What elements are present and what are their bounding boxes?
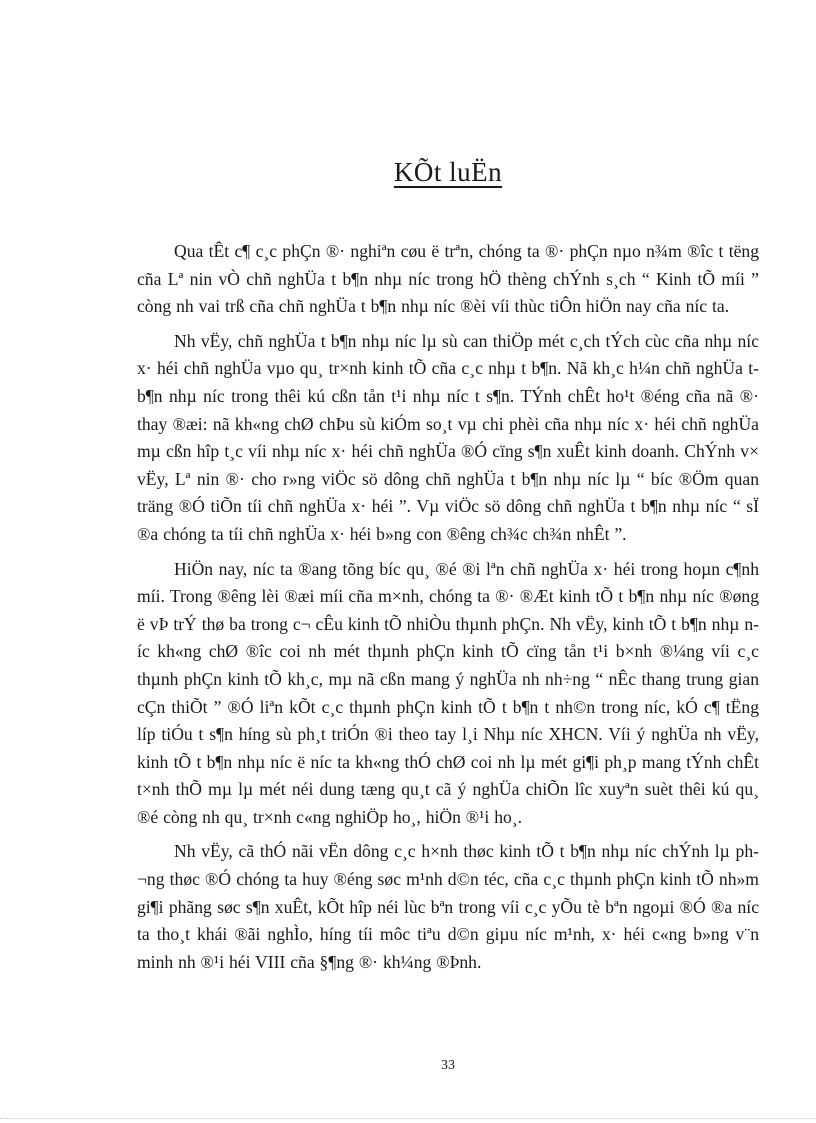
paragraph-1: Qua tÊt c¶ c¸c phÇn ®· nghiªn cøu ë trªn, chóng ta ®· phÇn nµo n¾m ®îc t tëng cña Lª nin vÒ chñ nghÜa t b¶n nhµ níc trong hÖ thèng chÝnh s¸ch “ Kinh tÕ míi ” còng nh vai trß cña chñ nghÜa t b¶n nhµ níc ®èi víi thùc tiÔn hiÖn nay cña níc ta.: [137, 241, 759, 317]
page-title: KÕt luËn: [393, 157, 503, 187]
body-text: [137, 238, 759, 983]
page-number: 33: [441, 1058, 455, 1073]
paragraph-4: Nh vËy, cã thÓ nãi vËn dông c¸c h×nh thøc kinh tÕ t b¶n nhµ níc chÝnh lµ ph¬ng thøc ®Ó chóng ta huy ®éng søc m¹nh d©n téc, cña c¸c thµnh phÇn kinh tÕ nh»m gi¶i phãng søc s¶n xuÊt, kÕt hîp néi lùc bªn trong víi c¸c yÕu tè bªn ngoµi ®Ó ®a níc ta tho¸t khái ®ãi nghÌo, híng tíi môc tiªu d©n giµu níc m¹nh, x· héi c«ng b»ng v¨n minh nh ®¹i héi VIII cña §¶ng ®· kh¼ng ®Þnh.: [137, 841, 759, 972]
page-bottom-divider: [0, 1118, 816, 1119]
paragraph-3: HiÖn nay, níc ta ®ang tõng bíc qu¸ ®é ®i lªn chñ nghÜa x· héi trong hoµn c¶nh míi. Trong ®êng lèi ®æi míi cña m×nh, chóng ta ®· ®Æt kinh tÕ t b¶n nhµ níc ®øng ë vÞ trÝ thø ba trong c¬ cÊu kinh tÕ nhiÒu thµnh phÇn. Nh vËy, kinh tÕ t b¶n nhµ níc kh«ng chØ ®îc coi nh mét thµnh phÇn kinh tÕ cïng tån t¹i b×nh ®¼ng víi c¸c thµnh phÇn kinh tÕ kh¸c, mµ nã cßn mang ý nghÜa nh nh÷ng “ nÊc thang trung gian cÇn thiÕt ” ®Ó liªn kÕt c¸c thµnh phÇn kinh tÕ t b¶n t nh©n trong níc, kÓ c¶ tËng líp tiÓu t s¶n híng sù ph¸t triÓn ®i theo tay l¸i Nhµ níc XHCN. Víi ý nghÜa nh vËy, kinh tÕ t b¶n nhµ níc ë níc ta kh«ng thÓ chØ coi nh lµ mét gi¶i ph¸p mang tÝnh chÊt t×nh thÕ mµ lµ mét néi dung tæng qu¸t cã ý nghÜa chiÕn lîc xuyªn suèt thêi kú qu¸ ®é còng nh qu¸ tr×nh c«ng nghiÖp ho¸, hiÖn ®¹i ho¸.: [137, 558, 759, 827]
paragraph-2: Nh vËy, chñ nghÜa t b¶n nhµ níc lµ sù can thiÖp mét c¸ch tÝch cùc cña nhµ níc x· héi chñ nghÜa vµo qu¸ tr×nh kinh tÕ cña c¸c nhµ t b¶n. Nã kh¸c h¼n chñ nghÜa t b¶n nhµ níc trong thêi kú cßn tån t¹i nhµ níc t s¶n. TÝnh chÊt ho¹t ®éng cña nã ®· thay ®æi: nã kh«ng chØ chÞu sù kiÓm so¸t vµ chi phèi cña nhµ níc x· héi chñ nghÜa mµ cßn hîp t¸c víi nhµ níc x· héi chñ nghÜa ®Ó cïng s¶n xuÊt kinh doanh. ChÝnh v× vËy, Lª nin ®· cho r»ng viÖc sö dông chñ nghÜa t b¶n nhµ níc lµ “ bíc ®Öm quan träng ®Ó tiÕn tíi chñ nghÜa x· héi ”. Vµ viÖc sö dông chñ nghÜa t b¶n nhµ níc “ sÏ ®a chóng ta tíi chñ nghÜa x· héi b»ng con ®êng ch¾c ch¾n nhÊt ”.: [137, 330, 759, 544]
